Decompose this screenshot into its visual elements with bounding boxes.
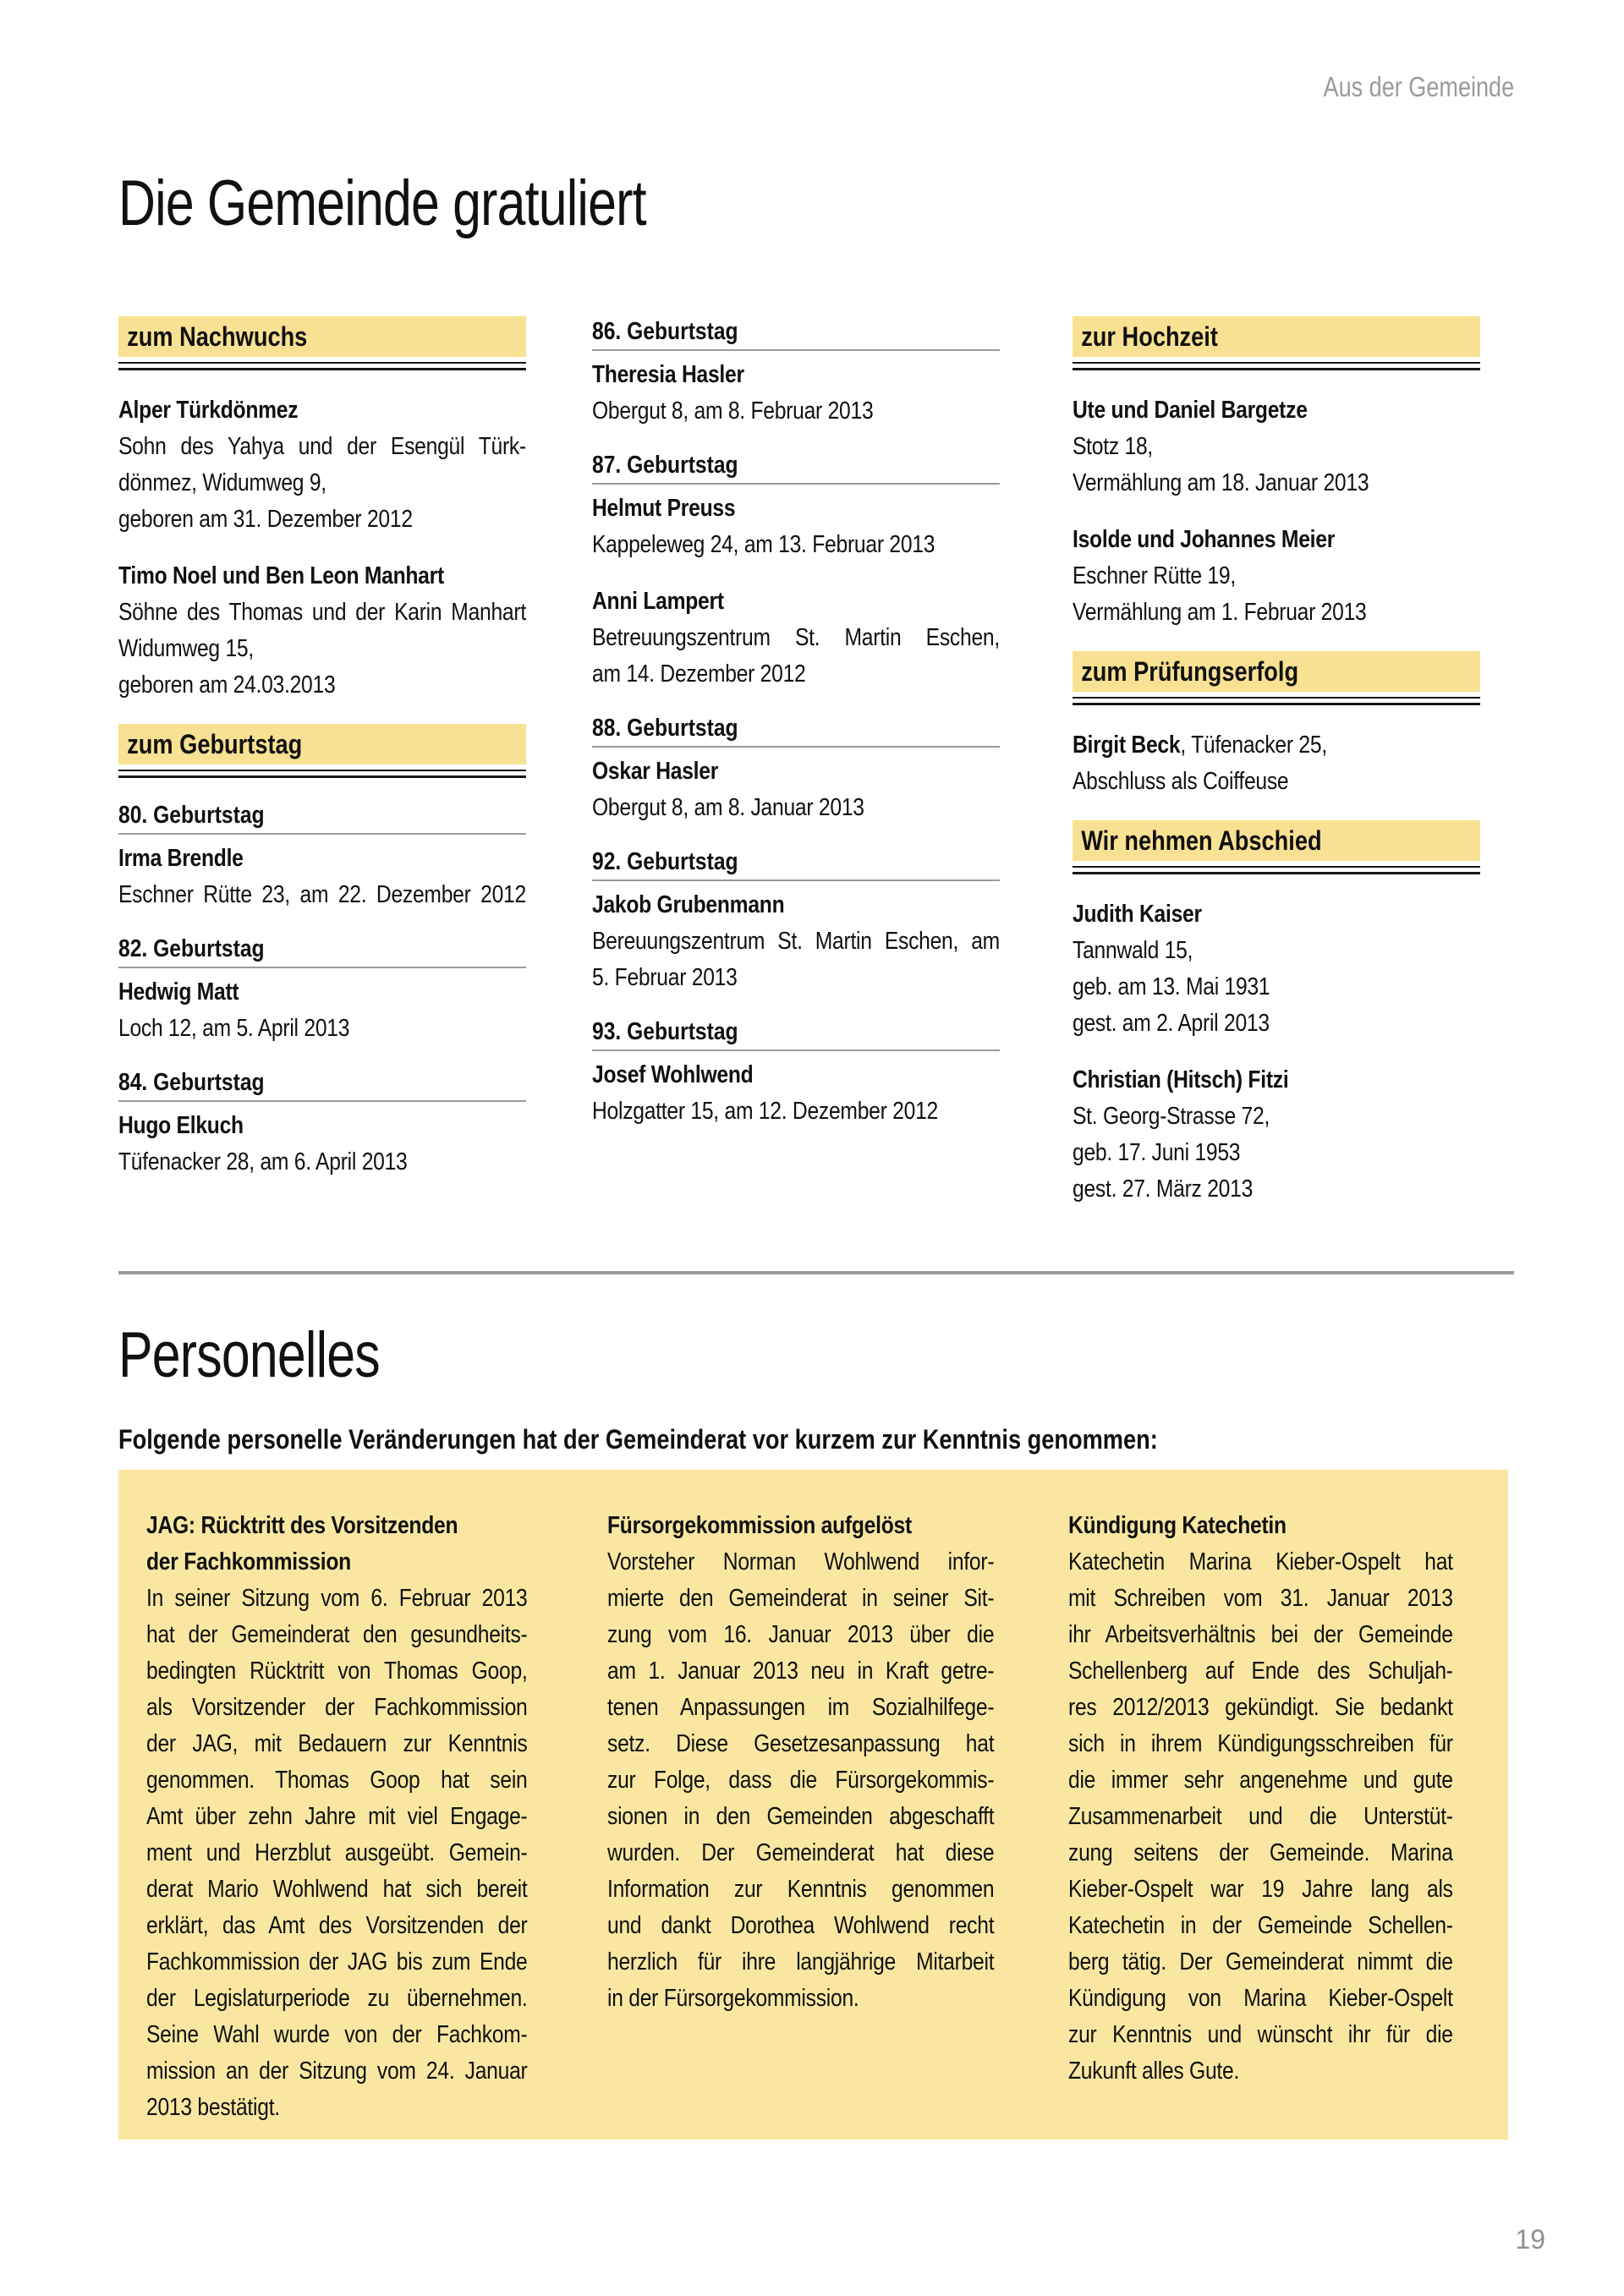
box-paragraph-line: zung vom 16. Januar 2013 über die [607,1621,995,1648]
page-title-congrats: Die Gemeinde gratuliert [118,167,646,239]
section-band-label: zum Nachwuchs [118,316,526,357]
section-band-rule [1073,866,1480,874]
box-paragraph-line: zur Kenntnis und wünscht ihr für die [1068,2021,1453,2048]
box-paragraph-line: erklärt, das Amt des Vorsitzenden der [146,1912,528,1939]
entry [118,392,526,538]
section-band-label: zum Geburtstag [118,724,526,764]
entry-name: Josef Wohlwend [592,1061,754,1088]
section-divider-rule [118,1271,1514,1274]
entry [1073,392,1480,501]
entry-line: Tüfenacker 28, am 6. April 2013 [118,1148,408,1175]
entry-line: Sohn des Yahya und der Esengül Türk- [118,433,526,460]
entry-line: 5. Februar 2013 [592,964,738,991]
personelles-intro: Folgende personelle Veränderungen hat der Gemeinderat vor kurzem zur Kenntnis genommen: [118,1424,1158,1455]
entry-line: Eschner Rütte 23, am 22. Dezember 2012 [118,881,526,908]
box-paragraph-line: wurden. Der Gemeinderat hat diese [607,1839,995,1866]
box-paragraph-line: herzlich für ihre langjährige Mitarbeit [607,1948,995,1975]
box-paragraph-line: Katechetin in der Gemeinde Schellen- [1068,1912,1453,1939]
box-paragraph-line: res 2012/2013 gekündigt. Sie bedankt [1068,1694,1453,1721]
box-paragraph-line: berg tätig. Der Gemeinderat nimmt die [1068,1948,1453,1975]
entry [1073,1062,1480,1208]
entry-name-line [1073,727,1480,764]
entry-name: Isolde und Johannes Meier [1073,526,1336,553]
box-paragraph-line: hat der Gemeinderat den gesundheits- [146,1621,528,1648]
box-heading-line: JAG: Rücktritt des Vorsitzenden [146,1512,458,1539]
entry-line: Obergut 8, am 8. Februar 2013 [592,397,874,425]
box-paragraph-line: Schellenberg auf Ende des Schuljah- [1068,1658,1453,1685]
entry-line: geboren am 31. Dezember 2012 [118,506,413,533]
entry-name: Christian (Hitsch) Fitzi [1073,1066,1289,1093]
entry-name: Judith Kaiser [1073,901,1202,928]
box-paragraph-line: sich in ihrem Kündigungsschreiben für [1068,1730,1453,1757]
entry-line: Abschluss als Coiffeuse [1073,768,1289,795]
entry-name: Irma Brendle [118,845,244,872]
box-heading-line: der Fachkommission [146,1548,351,1575]
entry-line: Eschner Rütte 19, [1073,562,1236,589]
section-band-label: zum Prüfungserfolg [1073,651,1480,692]
entry-name: Theresia Hasler [592,361,744,388]
entry-line: Loch 12, am 5. April 2013 [118,1015,350,1042]
entry-name: Alper Türkdönmez [118,397,299,424]
section-band-rule [1073,697,1480,705]
entry-line: St. Georg-Strasse 72, [1073,1103,1270,1130]
entry-name: Hugo Elkuch [118,1112,244,1139]
section-band [1073,316,1480,370]
entry-line: Tannwald 15, [1073,937,1193,964]
box-paragraph-line: mierte den Gemeinderat in seiner Sit- [607,1585,995,1612]
entry [592,1016,1000,1130]
entry-heading: 82. Geburtstag [118,934,526,968]
box-paragraph-line: in der Fürsorgekommission. [607,1985,859,2012]
entry-heading: 92. Geburtstag [592,847,1000,881]
entry-line: Söhne des Thomas und der Karin Manhart [118,599,526,626]
section-band [118,724,526,778]
box-paragraph-line: mission an der Sitzung vom 24. Januar [146,2058,528,2085]
section-band [1073,820,1480,874]
box-paragraph-line: Amt über zehn Jahre mit viel Engage- [146,1803,528,1830]
entry-line: geb. 17. Juni 1953 [1073,1139,1241,1166]
box-paragraph-line: der Legislaturperiode zu übernehmen. [146,1985,528,2012]
entry-line: Obergut 8, am 8. Januar 2013 [592,794,864,821]
box-paragraph-line: genommen. Thomas Goop hat sein [146,1767,528,1794]
box-paragraph-line: tenen Anpassungen im Sozialhilfege- [607,1694,995,1721]
personelles-box-column-3 [1068,1508,1453,2090]
box-paragraph-line: und dankt Dorothea Wohlwend recht [607,1912,995,1939]
box-paragraph-line: am 1. Januar 2013 neu in Kraft getre- [607,1658,995,1685]
entry-name: Birgit Beck [1073,732,1181,759]
entry-line: Kappeleweg 24, am 13. Februar 2013 [592,531,935,558]
box-paragraph-line: Zusammenarbeit und die Unterstüt- [1068,1803,1453,1830]
entry-name: Anni Lampert [592,588,724,615]
entry [1073,896,1480,1042]
section-band-rule [1073,362,1480,370]
entry-name: Oskar Hasler [592,758,719,785]
entry-line: am 14. Dezember 2012 [592,660,806,688]
box-paragraph-line: 2013 bestätigt. [146,2094,280,2121]
entry [1073,727,1480,800]
box-heading-line: Fürsorgekommission aufgelöst [607,1512,912,1539]
box-paragraph-line: Information zur Kenntnis genommen [607,1876,995,1903]
box-paragraph-line: Katechetin Marina Kieber-Ospelt hat [1068,1548,1453,1575]
entry-name: Jakob Grubenmann [592,891,785,918]
box-paragraph-line: sionen in den Gemeinden abgeschafft [607,1803,995,1830]
entry-heading: 86. Geburtstag [592,316,1000,351]
personelles-box-column-2 [607,1508,994,2017]
box-paragraph-line: als Vorsitzender der Fachkommission [146,1694,528,1721]
entry-line: dönmez, Widumweg 9, [118,469,326,496]
section-band-label: Wir nehmen Abschied [1073,820,1480,861]
section-band-rule [118,362,526,370]
entry [592,584,1000,693]
section-band-rule [118,770,526,778]
box-paragraph-line: ihr Arbeitsverhältnis bei der Gemeinde [1068,1621,1453,1648]
section-band-label: zur Hochzeit [1073,316,1480,357]
entry-heading: 80. Geburtstag [118,800,526,835]
box-paragraph-line: Kündigung von Marina Kieber-Ospelt [1068,1985,1453,2012]
box-paragraph-line: ment und Herzblut ausgeübt. Gemein- [146,1839,528,1866]
section-band [1073,651,1480,705]
page-number: 19 [1515,2224,1545,2255]
entry-line: gest. 27. März 2013 [1073,1175,1254,1203]
box-paragraph-line: die immer sehr angenehme und gute [1068,1767,1453,1794]
congrats-column-middle [592,316,1000,1150]
entry [118,558,526,704]
box-paragraph-line: Vorsteher Norman Wohlwend infor- [607,1548,995,1575]
entry-line: Bereuungszentrum St. Martin Eschen, am [592,928,1000,955]
box-heading-line: Kündigung Katechetin [1068,1512,1287,1539]
box-paragraph-line: mit Schreiben vom 31. Januar 2013 [1068,1585,1453,1612]
entry-line: Stotz 18, [1073,433,1154,460]
entry [592,713,1000,826]
box-paragraph-line: Kieber-Ospelt war 19 Jahre lang als [1068,1876,1453,1903]
box-paragraph-line: In seiner Sitzung vom 6. Februar 2013 [146,1585,528,1612]
entry-name: Helmut Preuss [592,495,736,522]
entry [118,1067,526,1181]
entry-line: geb. am 13. Mai 1931 [1073,973,1270,1000]
entry-name: Ute und Daniel Bargetze [1073,397,1308,424]
entry [592,847,1000,996]
congrats-column-left [118,316,526,1201]
box-paragraph-line: Zukunft alles Gute. [1068,2058,1240,2085]
entry-heading: 84. Geburtstag [118,1067,526,1102]
entry-heading: 93. Geburtstag [592,1016,1000,1051]
page-title-personelles: Personelles [118,1319,380,1391]
congrats-column-right [1073,316,1480,1228]
entry-name: Timo Noel und Ben Leon Manhart [118,562,444,589]
box-paragraph-line: derat Mario Wohlwend hat sich bereit [146,1876,528,1903]
box-paragraph-line: zung seitens der Gemeinde. Marina [1068,1839,1453,1866]
box-paragraph-line: zur Folge, dass die Fürsorgekommis- [607,1767,995,1794]
entry-name: Hedwig Matt [118,978,239,1006]
box-paragraph-line: der JAG, mit Bedauern zur Kenntnis [146,1730,528,1757]
corner-label: Aus der Gemeinde [1323,71,1514,102]
entry-line: geboren am 24.03.2013 [118,671,336,699]
entry-line: Vermählung am 18. Januar 2013 [1073,469,1369,496]
entry [592,450,1000,563]
entry [1073,522,1480,631]
section-band [118,316,526,370]
entry-line: Widumweg 15, [118,635,254,662]
entry-line: gest. am 2. April 2013 [1073,1010,1270,1037]
entry-heading: 88. Geburtstag [592,713,1000,748]
entry [592,316,1000,430]
box-paragraph-line: Fachkommission der JAG bis zum Ende [146,1948,528,1975]
box-paragraph-line: bedingten Rücktritt von Thomas Goop, [146,1658,528,1685]
entry-line: Vermählung am 1. Februar 2013 [1073,599,1367,626]
personelles-box [118,1470,1508,2140]
entry-line: Betreuungszentrum St. Martin Eschen, [592,624,1000,651]
entry [118,800,526,913]
box-paragraph-line: setz. Diese Gesetzesanpassung hat [607,1730,995,1757]
entry [118,934,526,1047]
personelles-box-column-1 [146,1508,528,2126]
entry-line: Holzgatter 15, am 12. Dezember 2012 [592,1098,938,1125]
box-paragraph-line: Seine Wahl wurde von der Fachkom- [146,2021,528,2048]
entry-heading: 87. Geburtstag [592,450,1000,485]
entry-name-suffix: , Tüfenacker 25, [1180,732,1327,759]
